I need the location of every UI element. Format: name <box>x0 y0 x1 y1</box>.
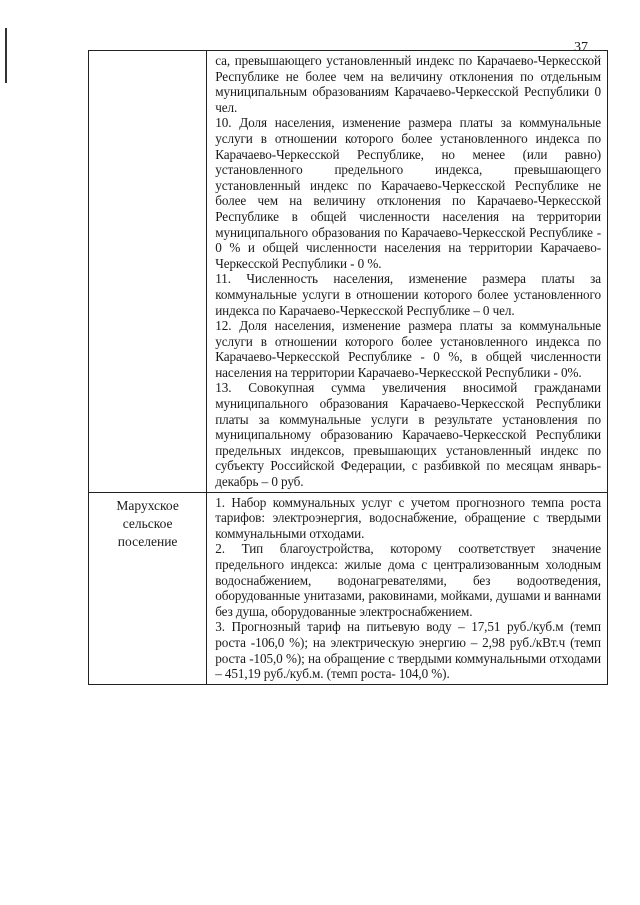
page-number: 37 <box>574 40 588 55</box>
municipality-name-cell <box>89 492 207 684</box>
description-cell <box>207 51 608 493</box>
municipality-name-cell <box>89 51 207 493</box>
table-row <box>89 51 608 493</box>
description-paragraph: 1. Набор коммунальных услуг с учетом прогнозного темпа роста тарифов: электроэнергия, водоснабжение, обращение с твердыми коммунальными отходами. <box>215 494 601 541</box>
description-paragraph: 12. Доля населения, изменение размера платы за коммунальные услуги в отношении которого более установленного индекса по Карачаево-Черкесской Республике - 0 %, в общей численности населения на территории Карачаево-Черкесской Республики - 0%. <box>215 318 601 380</box>
description-paragraph: 10. Доля населения, изменение размера платы за коммунальные услуги в отношении которого более установленного индекса по Карачаево-Черкесской Республике, но менее (или равно) установленного предельного индекса, превышающего установленный индекс по Карачаево-Черкесской Республике не более чем на величину отклонения по Карачаево-Черкесской Республике в общей численности населения на территории муниципального образования по Карачаево-Черкесской Республике - 0 % и общей численности населения на территории Карачаево-Черкесской Республики - 0 %. <box>215 115 601 271</box>
municipality-name: Марухское сельское поселение <box>116 497 179 549</box>
scan-edge-mark <box>5 28 7 83</box>
description-paragraph: са, превышающего установленный индекс по Карачаево-Черкесской Республике не более чем на величину отклонения по отдельным муниципальным образованиям Карачаево-Черкесской Республики 0 чел. <box>215 53 601 115</box>
description-paragraph: 11. Численность населения, изменение размера платы за коммунальные услуги в отношении которого более установленного индекса по Карачаево-Черкесской Республике – 0 чел. <box>215 271 601 318</box>
municipality-name <box>89 51 206 59</box>
description-paragraph: 2. Тип благоустройства, которому соответствует значение предельного индекса: жилые дома с централизованным холодным водоснабжением, водонагревателями, без водоотведения, оборудованные унитазами, раковинами, мойками, душами и ваннами без душа, оборудованные электроснабжением. <box>215 541 601 619</box>
municipal-index-table <box>88 50 608 685</box>
description-paragraph: 13. Совокупная сумма увеличения вносимой гражданами муниципального образования Карачаево-Черкесской Республики платы за коммунальные услуги в результате установления по муниципальному образованию Карачаево-Черкесской Республики предельных индексов, превышающих установленный индекс по субъекту Российской Федерации, с разбивкой по месяцам январь-декабрь – 0 руб. <box>215 380 601 490</box>
table-row <box>89 492 608 684</box>
description-cell <box>207 492 608 684</box>
description-paragraph: 3. Прогнозный тариф на питьевую воду – 17,51 руб./куб.м (темп роста -106,0 %); на электрическую энергию – 2,98 руб./кВт.ч (темп роста -105,0 %); на обращение с твердыми коммунальными отходами – 451,19 руб./куб.м. (темп роста- 104,0 %). <box>215 619 601 682</box>
